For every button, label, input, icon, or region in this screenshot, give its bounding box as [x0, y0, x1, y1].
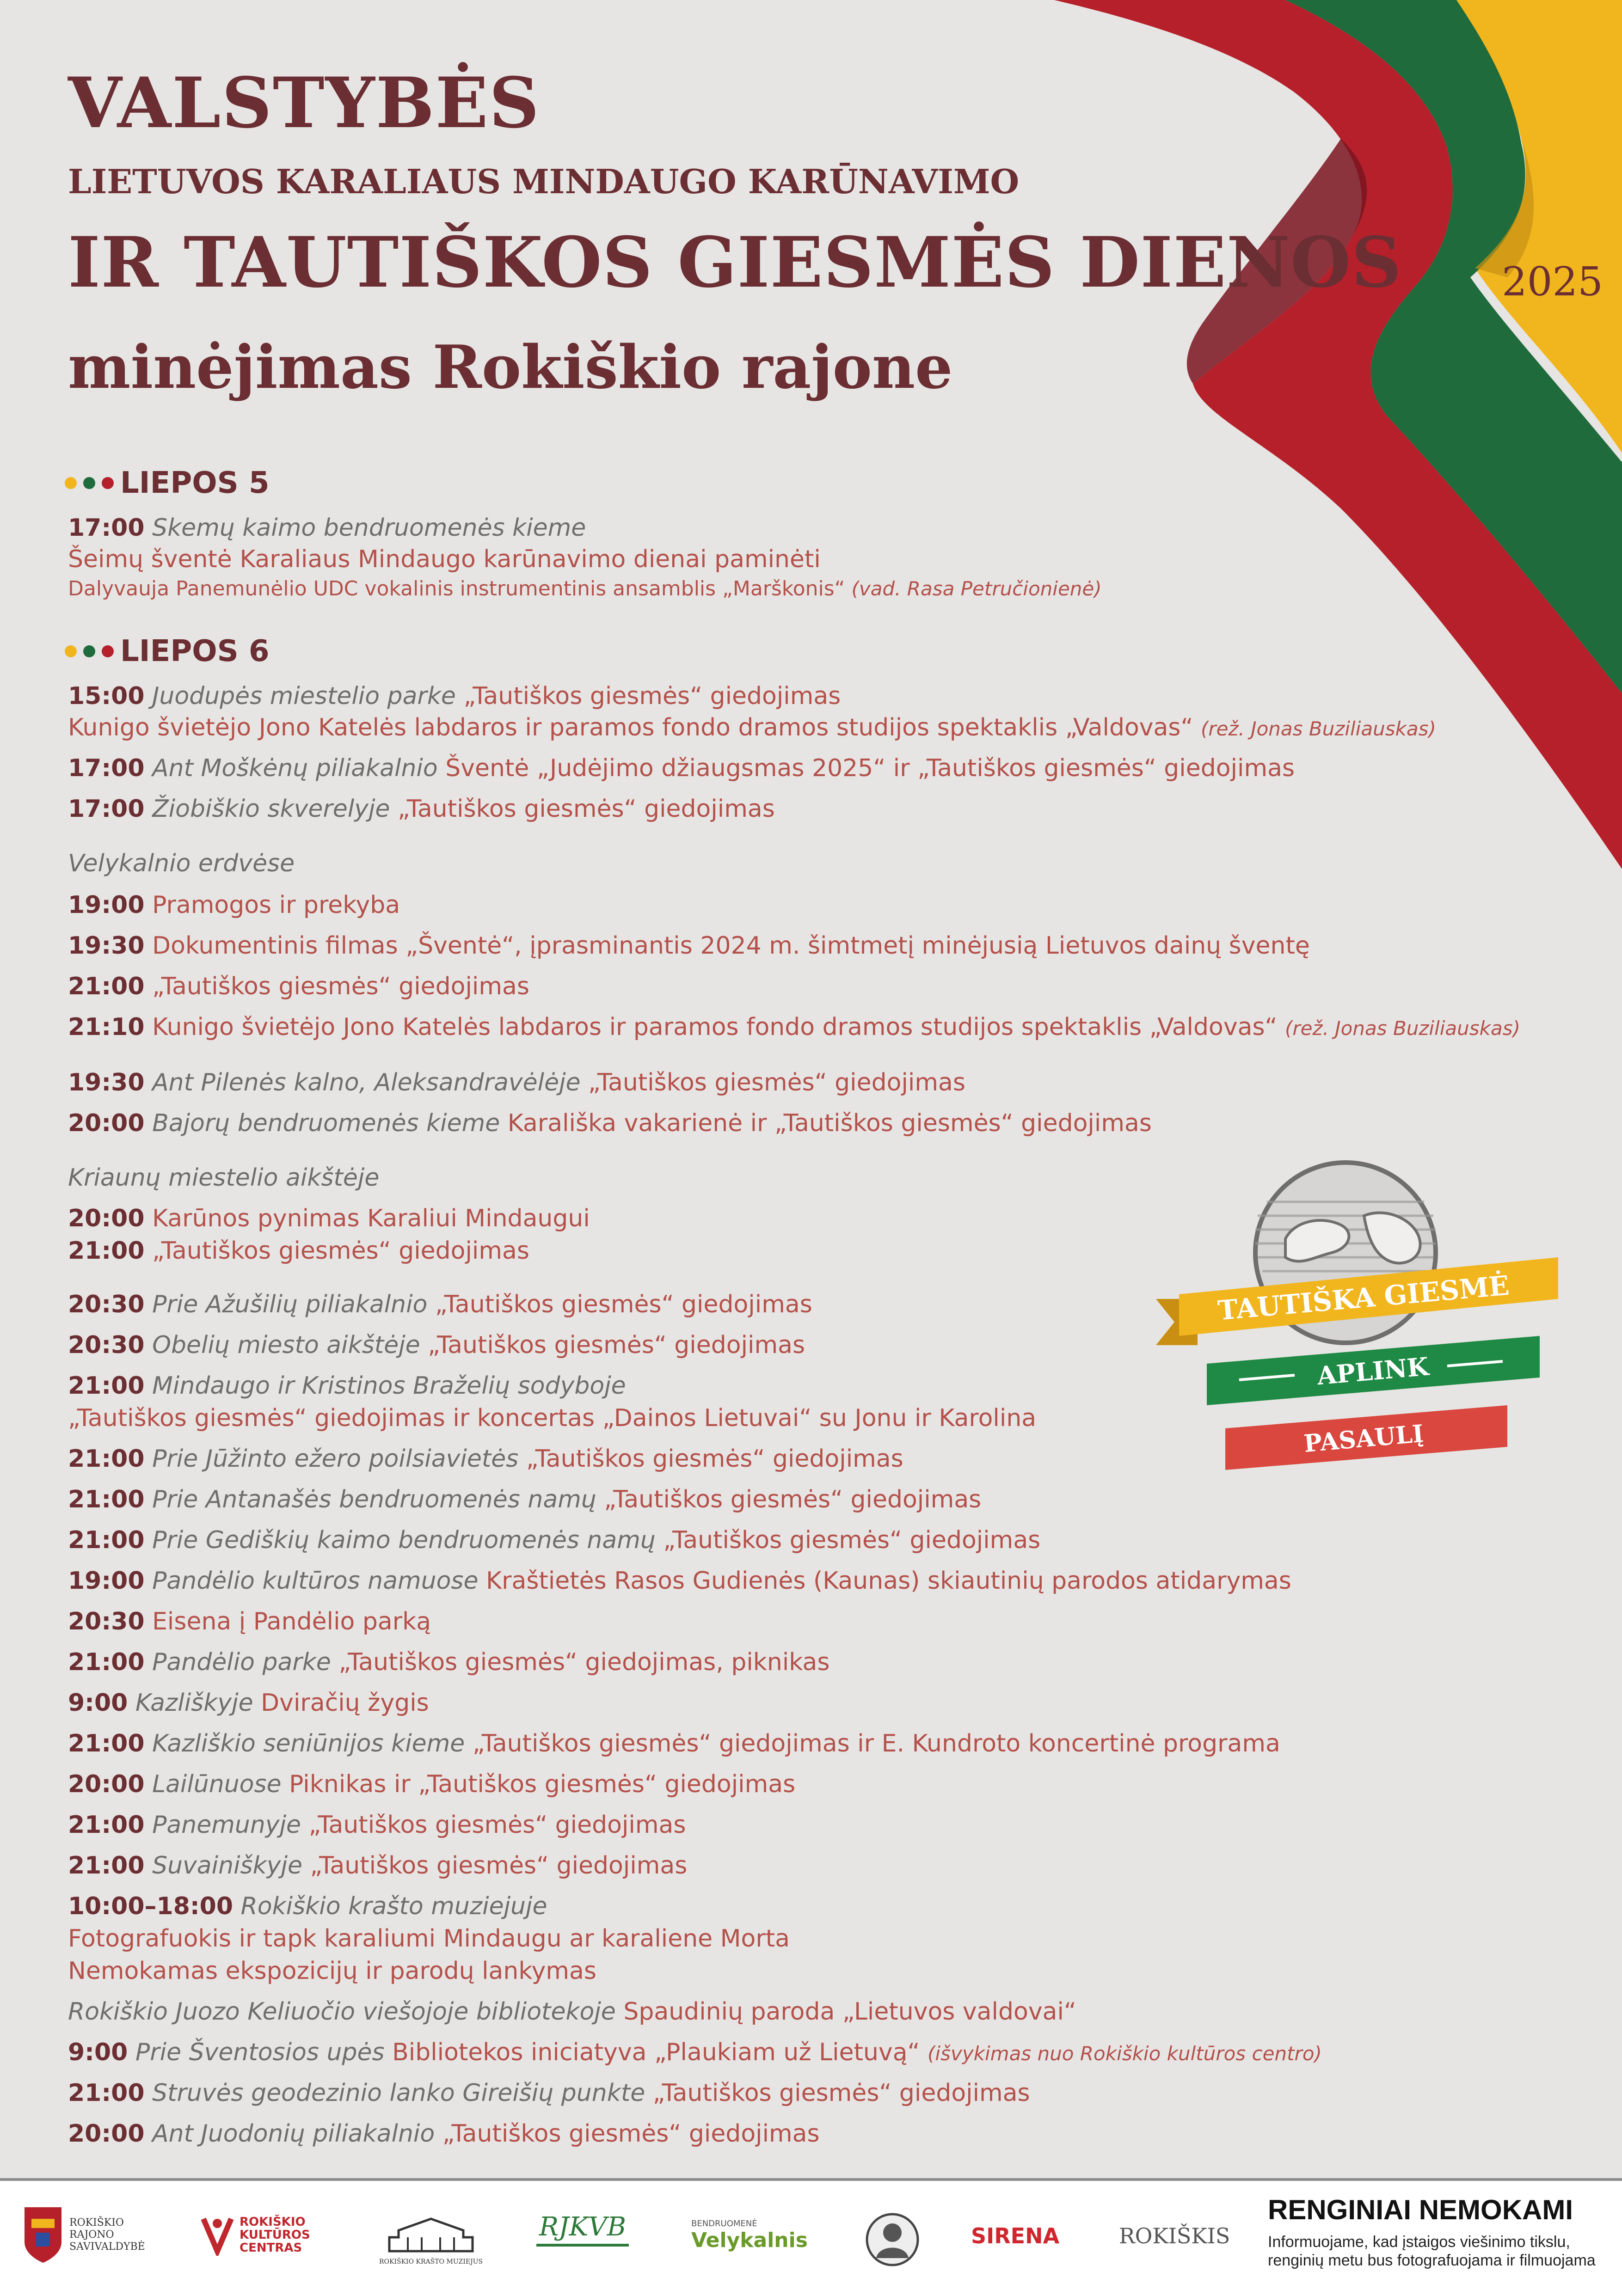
logo-biblioteka: RJKVB — [536, 2212, 629, 2247]
badge-line-2: APLINK — [1315, 1351, 1430, 1391]
banner-red — [1225, 1405, 1507, 1470]
event-velykalnis-4: 21:10 Kunigo švietėjo Jono Katelės labdaros ir paramos fondo dramos studijos spektaklis „Valdovas“ (rež. Jonas Buziliauskas) — [68, 1013, 1520, 1041]
event-kazliskis-bike: 9:00 Kazliškyje Dviračių žygis — [68, 1689, 429, 1717]
event-juodoniai: 20:00 Ant Juodonių piliakalnio „Tautiškos giesmės“ giedojimas — [68, 2120, 820, 2148]
photo-notice: Informuojame, kad įstaigos viešinimo tikslu, renginių metu bus fotografuojama ir filmuojama — [1268, 2233, 1596, 2269]
kultura-icon — [199, 2214, 236, 2256]
event-pandelys-march: 20:30 Eisena į Pandėlio parką — [68, 1608, 431, 1635]
coat-of-arms-icon — [22, 2205, 64, 2265]
event-suvainiskis: 21:00 Suvainiškyje „Tautiškos giesmės“ giedojimas — [68, 1852, 688, 1880]
event-juodupe-play: Kunigo švietėjo Jono Katelės labdaros ir paramos fondo dramos studijos spektaklis „Valdovas“ (rež. Jonas Buziliauskas) — [68, 714, 1436, 741]
green-dot-icon — [83, 477, 95, 489]
date-heading-liepos-6: LIEPOS 6 — [65, 634, 270, 668]
event-velykalnis-1: 19:00 Pramogos ir prekyba — [68, 891, 400, 919]
red-dot-icon — [102, 645, 114, 657]
event-obeliai: 20:30 Obelių miesto aikštėje „Tautiškos giesmės“ giedojimas — [68, 1331, 805, 1359]
green-dot-icon — [83, 645, 95, 657]
event-brazeliai-concert: „Tautiškos giesmės“ giedojimas ir koncertas „Dainos Lietuvai“ su Jonu ir Karolina — [68, 1404, 1037, 1432]
yellow-dot-icon — [65, 645, 77, 657]
portrait-seal-icon — [865, 2207, 920, 2272]
event-gediskiai: 21:00 Prie Gediškių kaimo bendruomenės namų „Tautiškos giesmės“ giedojimas — [68, 1526, 1041, 1554]
event-juzintas: 21:00 Prie Jūžinto ežero poilsiavietės „Tautiškos giesmės“ giedojimas — [68, 1445, 903, 1473]
banner-green — [1207, 1336, 1540, 1405]
event-skemu: 17:00 Skemų kaimo bendruomenės kieme — [68, 514, 586, 542]
event-skemu-ensemble: Dalyvauja Panemunėlio UDC vokalinis instrumentinis ansamblis „Marškonis“ (vad. Rasa Petručionienė) — [68, 577, 1102, 600]
event-kriaunos-2: 21:00 „Tautiškos giesmės“ giedojimas — [68, 1237, 529, 1265]
event-pandelys-exhibit: 19:00 Pandėlio kultūros namuose Kraštietės Rasos Gudienės (Kaunas) skiautinių parodos atidarymas — [68, 1567, 1291, 1595]
section-kriaunos: Kriaunų miestelio aikštėje — [68, 1164, 380, 1192]
yellow-dot-icon — [65, 477, 77, 489]
section-velykalnis: Velykalnio erdvėse — [68, 850, 295, 877]
event-velykalnis-2: 19:30 Dokumentinis filmas „Šventė“, įprasminantis 2024 m. šimtmetį minėjusią Lietuvos dainų šventę — [68, 932, 1310, 960]
event-museum: 10:00–18:00 Rokiškio krašto muziejuje — [68, 1892, 547, 1920]
event-azusiliai: 20:30 Prie Ažušilių piliakalnio „Tautiškos giesmės“ giedojimas — [68, 1291, 812, 1318]
badge-tautiska-giesme — [1147, 1146, 1581, 1507]
red-dot-icon — [102, 477, 114, 489]
event-antanase: 21:00 Prie Antanašės bendruomenės namų „Tautiškos giesmės“ giedojimas — [68, 1486, 982, 1513]
event-panemunis: 21:00 Panemunyje „Tautiškos giesmės“ giedojimas — [68, 1811, 686, 1839]
event-kazliskis: 21:00 Kazliškio seniūnijos kieme „Tautiškos giesmės“ giedojimas ir E. Kundroto koncertinė programa — [68, 1730, 1280, 1757]
event-library: Rokiškio Juozo Keliuočio viešojoje bibliotekoje Spaudinių paroda „Lietuvos valdovai“ — [68, 1998, 1076, 2026]
event-skemu-title: Šeimų šventė Karaliaus Mindaugo karūnavimo dienai paminėti — [68, 545, 821, 573]
logo-kulturos-centras: ROKIŠKIO KULTŪROS CENTRAS — [199, 2214, 310, 2256]
logo-portrait-seal — [865, 2207, 920, 2272]
logo-rokiskis: ROKIŠKIS — [1119, 2223, 1230, 2248]
event-sventoji: 9:00 Prie Šventosios upės Bibliotekos iniciatyva „Plaukiam už Lietuvą“ (išvykimas nuo Rokiškio kultūros centro) — [68, 2039, 1322, 2066]
event-velykalnis-3: 21:00 „Tautiškos giesmės“ giedojimas — [68, 973, 529, 1000]
event-ziobiskis: 17:00 Žiobiškio skverelyje „Tautiškos giesmės“ giedojimas — [68, 795, 775, 823]
event-pandelys-park: 21:00 Pandėlio parke „Tautiškos giesmės“ giedojimas, piknikas — [68, 1648, 830, 1676]
event-bajorai: 20:00 Bajorų bendruomenės kieme Karališka vakarienė ir „Tautiškos giesmės“ giedojimas — [68, 1109, 1152, 1137]
logo-velykalnis: BENDRUOMENĖ Velykalnis — [691, 2219, 808, 2252]
event-museum-photo: Fotografuokis ir tapk karaliumi Mindaugu ar karaliene Morta — [68, 1925, 790, 1953]
badge-line-3: PASAULĮ — [1303, 1419, 1425, 1458]
event-juodupe: 15:00 Juodupės miestelio parke „Tautiškos giesmės“ giedojimas — [68, 682, 841, 710]
badge-line-1: TAUTIŠKA GIESMĖ — [1216, 1269, 1511, 1327]
event-museum-free: Nemokamas ekspozicijų ir parodų lankymas — [68, 1957, 596, 1985]
title-giesmes-dienos: IR TAUTIŠKOS GIESMĖS DIENOS — [68, 222, 1402, 303]
free-events-title: RENGINIAI NEMOKAMI — [1268, 2194, 1573, 2225]
title-karunavimo: LIETUVOS KARALIAUS MINDAUGO KARŪNAVIMO — [68, 162, 1020, 201]
logo-krasto-muziejus: ROKIŠKIO KRAŠTO MUZIEJUS — [379, 2214, 483, 2268]
event-gireisiai: 21:00 Struvės geodezinio lanko Gireišių punkte „Tautiškos giesmės“ giedojimas — [68, 2079, 1030, 2107]
title-minejimas: minėjimas Rokiškio rajone — [68, 333, 953, 402]
event-pilene: 19:30 Ant Pilenės kalno, Aleksandravėlėje „Tautiškos giesmės“ giedojimas — [68, 1069, 965, 1096]
event-brazeliai: 21:00 Mindaugo ir Kristinos Braželių sodyboje — [68, 1372, 626, 1400]
logo-rokiskio-savivaldybe: ROKIŠKIO RAJONO SAVIVALDYBĖ — [22, 2205, 145, 2265]
event-moskenu: 17:00 Ant Moškėnų piliakalnio Šventė „Judėjimo džiaugsmas 2025“ ir „Tautiškos giesmės“ giedojimas — [68, 754, 1295, 782]
manor-icon — [385, 2214, 477, 2256]
event-lailunai: 20:00 Lailūnuose Piknikas ir „Tautiškos giesmės“ giedojimas — [68, 1770, 796, 1798]
event-kriaunos-1: 20:00 Karūnos pynimas Karaliui Mindaugui — [68, 1205, 590, 1232]
logo-sirena: SIRENA — [971, 2223, 1060, 2248]
title-valstybes: VALSTYBĖS — [68, 62, 541, 144]
date-heading-liepos-5: LIEPOS 5 — [65, 466, 270, 500]
year-label: 2025 — [1502, 259, 1603, 305]
